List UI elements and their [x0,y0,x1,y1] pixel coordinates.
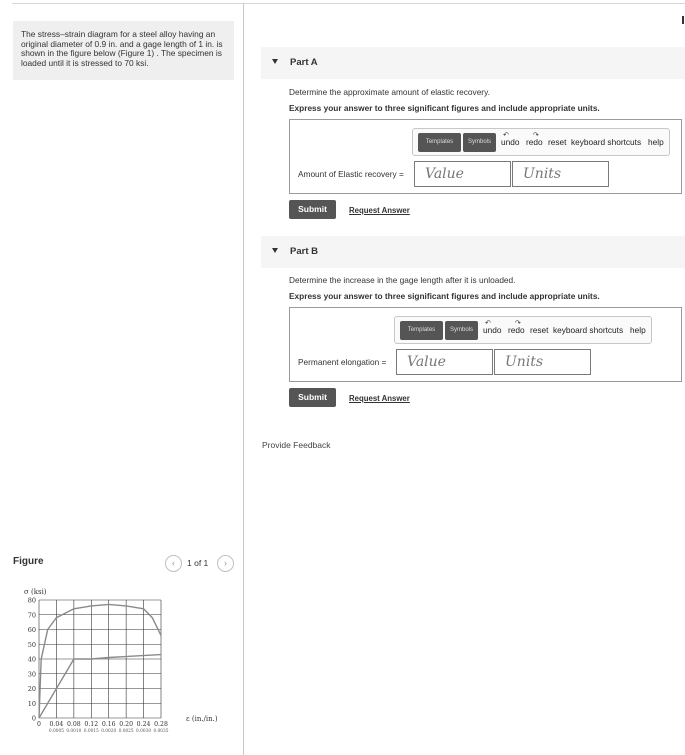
part-b-label: Part B [290,246,318,257]
y-tick-label: 40 [27,655,36,664]
help-button[interactable]: help [648,137,664,147]
x-tick-label-secondary: 0.0025 [118,729,134,734]
math-toolbar [412,128,670,156]
x-tick-label: 0.28 [154,721,168,728]
y-axis-label: σ (ksi) [24,588,47,596]
column-divider [243,3,244,755]
x-tick-label: 0.20 [119,721,134,728]
undo-icon[interactable]: ↶ [503,132,509,139]
x-tick-label: 0.12 [84,721,99,728]
templates-button[interactable]: Templates [418,133,461,152]
keyboard-shortcuts-button[interactable]: keyboard shortcuts [553,325,624,335]
part-a-question: Determine the approximate amount of elastic recovery. [289,87,490,97]
y-tick-label: 20 [27,685,36,693]
x-tick-label-secondary: 0.0010 [66,729,82,734]
x-tick-label: 0.08 [66,721,81,728]
y-tick-label: 50 [27,640,36,649]
part-a-answer-box [289,119,682,194]
x-tick-label-secondary: 0.0035 [153,729,169,734]
reset-button[interactable]: reset [548,137,567,147]
figure-title: Figure [13,556,44,567]
collapse-triangle-icon[interactable] [272,59,278,64]
redo-button[interactable]: redo [508,325,525,335]
x-tick-label-secondary: 0.0005 [48,729,64,734]
x-tick-label: 0.04 [49,721,64,728]
chevron-left-icon[interactable]: ‹ [165,555,182,572]
top-border [12,3,685,4]
x-tick-label-secondary: 0.0020 [101,729,117,734]
value-input[interactable]: Value [414,161,511,187]
permanent-elongation-label: Permanent elongation = [298,357,387,367]
series-line [39,655,161,718]
page-indicator: 1 of 1 [187,558,209,568]
part-b-question: Determine the increase in the gage length after it is unloaded. [289,275,516,285]
part-b-request-answer-link[interactable]: Request Answer [349,394,410,403]
undo-button[interactable]: undo [483,325,502,335]
reset-button[interactable]: reset [530,325,549,335]
stress-strain-chart [22,585,222,735]
part-a-request-answer-link[interactable]: Request Answer [349,206,410,215]
chevron-right-icon[interactable]: › [217,555,234,572]
redo-button[interactable]: redo [526,137,543,147]
part-b-answer-box [289,307,682,382]
x-tick-label: 0.16 [101,721,116,728]
part-a-label: Part A [290,57,318,68]
x-tick-label: 0.24 [136,721,151,728]
elastic-recovery-label: Amount of Elastic recovery = [298,169,404,179]
symbols-button[interactable]: Symbols [463,133,496,152]
x-tick-label-secondary: 0.0030 [136,729,152,734]
figure-pager [165,555,235,572]
y-tick-label: 70 [27,611,36,620]
y-tick-label: 60 [27,626,36,634]
templates-button[interactable]: Templates [400,321,443,340]
part-b-submit-button[interactable]: Submit [289,388,336,407]
y-tick-label: 10 [27,699,36,708]
y-tick-label: 80 [27,596,36,605]
value-input[interactable]: Value [396,349,493,375]
undo-icon[interactable]: ↶ [485,320,491,327]
x-axis-label: ε (in./in.) [186,715,218,723]
part-b-header[interactable] [261,236,685,268]
keyboard-shortcuts-button[interactable]: keyboard shortcuts [571,137,642,147]
part-b-instruction: Express your answer to three significant figures and include appropriate units. [289,291,600,301]
part-a-header[interactable] [261,47,685,79]
redo-icon[interactable]: ↷ [533,132,539,139]
undo-button[interactable]: undo [501,137,520,147]
y-tick-label: 0 [31,714,36,723]
part-a-instruction: Express your answer to three significant figures and include appropriate units. [289,103,600,113]
units-input[interactable]: Units [494,349,591,375]
x-tick-label-secondary: 0.0015 [83,729,99,734]
help-button[interactable]: help [630,325,646,335]
math-toolbar [394,316,652,344]
part-a-submit-button[interactable]: Submit [289,200,336,219]
problem-statement: The stress–strain diagram for a steel alloy having an original diameter of 0.9 in. and a gage length of 1 in. is shown in the figure below (Figure 1) . The specimen is loaded until it is stressed to 70 ksi. [13,21,234,80]
y-tick-label: 30 [27,670,36,679]
symbols-button[interactable]: Symbols [445,321,478,340]
redo-icon[interactable]: ↷ [515,320,521,327]
scroll-indicator[interactable] [682,16,684,24]
series-line [39,604,161,718]
x-tick-label: 0 [37,721,41,728]
provide-feedback-link[interactable]: Provide Feedback [262,440,331,450]
units-input[interactable]: Units [512,161,609,187]
collapse-triangle-icon[interactable] [272,248,278,253]
